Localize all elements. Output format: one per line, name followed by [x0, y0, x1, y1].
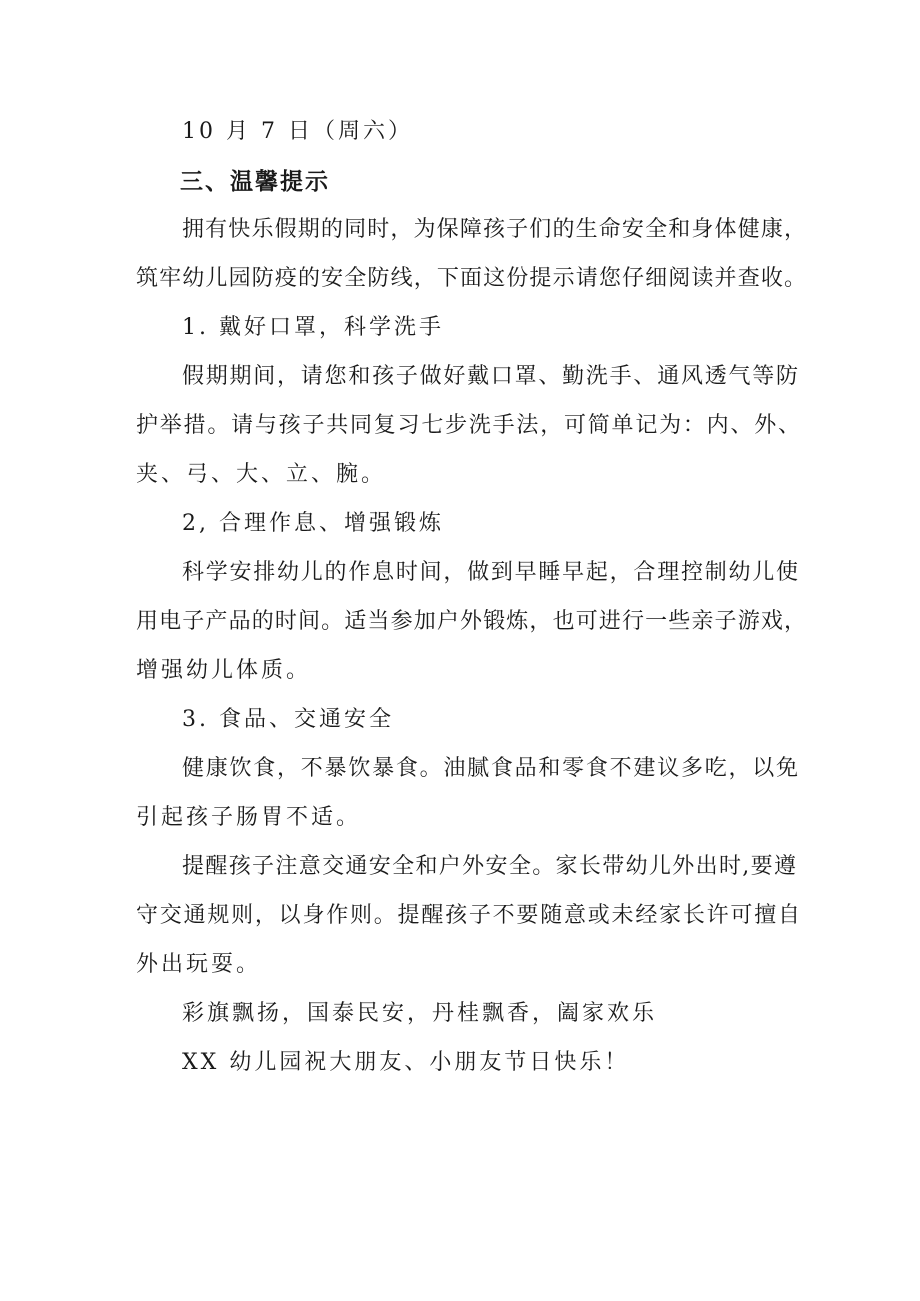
item3-title: 3. 食品、交通安全	[182, 707, 394, 732]
item3-para2-line-1: 提醒孩子注意交通安全和户外安全。家长带幼儿外出时,要遵	[182, 854, 796, 879]
closing-blessing: 彩旗飘扬，国泰民安，丹桂飘香，阖家欢乐	[182, 1001, 658, 1026]
section-heading: 三、温馨提示	[180, 169, 330, 195]
item1-line-1: 假期期间，请您和孩子做好戴口罩、勤洗手、通风透气等防	[182, 364, 798, 389]
date-line: 10 月 7 日（周六）	[182, 119, 413, 144]
item2-title: 2, 合理作息、增强锻炼	[182, 511, 444, 536]
intro-line-2: 筑牢幼儿园防疫的安全防线，下面这份提示请您仔细阅读并查收。	[136, 266, 806, 291]
closing-signature: XX 幼儿园祝大朋友、小朋友节日快乐！	[182, 1050, 630, 1075]
item3-para2-line-2: 守交通规则，以身作则。提醒孩子不要随意或未经家长许可擅自	[136, 903, 800, 928]
item1-line-3: 夹、弓、大、立、腕。	[136, 462, 387, 487]
item3-para1-line-1: 健康饮食，不暴饮暴食。油腻食品和零食不建议多吃，以免	[182, 756, 798, 781]
intro-line-1: 拥有快乐假期的同时，为保障孩子们的生命安全和身体健康，	[182, 217, 806, 242]
item1-title: 1. 戴好口罩，科学洗手	[182, 315, 444, 340]
item2-line-3: 增强幼儿体质。	[136, 658, 312, 683]
item3-para2-line-3: 外出玩耍。	[136, 952, 262, 977]
item1-line-2: 护举措。请与孩子共同复习七步洗手法，可简单记为：内、外、	[136, 413, 800, 438]
item3-para1-line-2: 引起孩子肠胃不适。	[136, 805, 362, 830]
item2-line-2: 用电子产品的时间。适当参加户外锻炼，也可进行一些亲子游戏，	[136, 609, 806, 634]
item2-line-1: 科学安排幼儿的作息时间，做到早睡早起，合理控制幼儿使	[182, 560, 798, 585]
